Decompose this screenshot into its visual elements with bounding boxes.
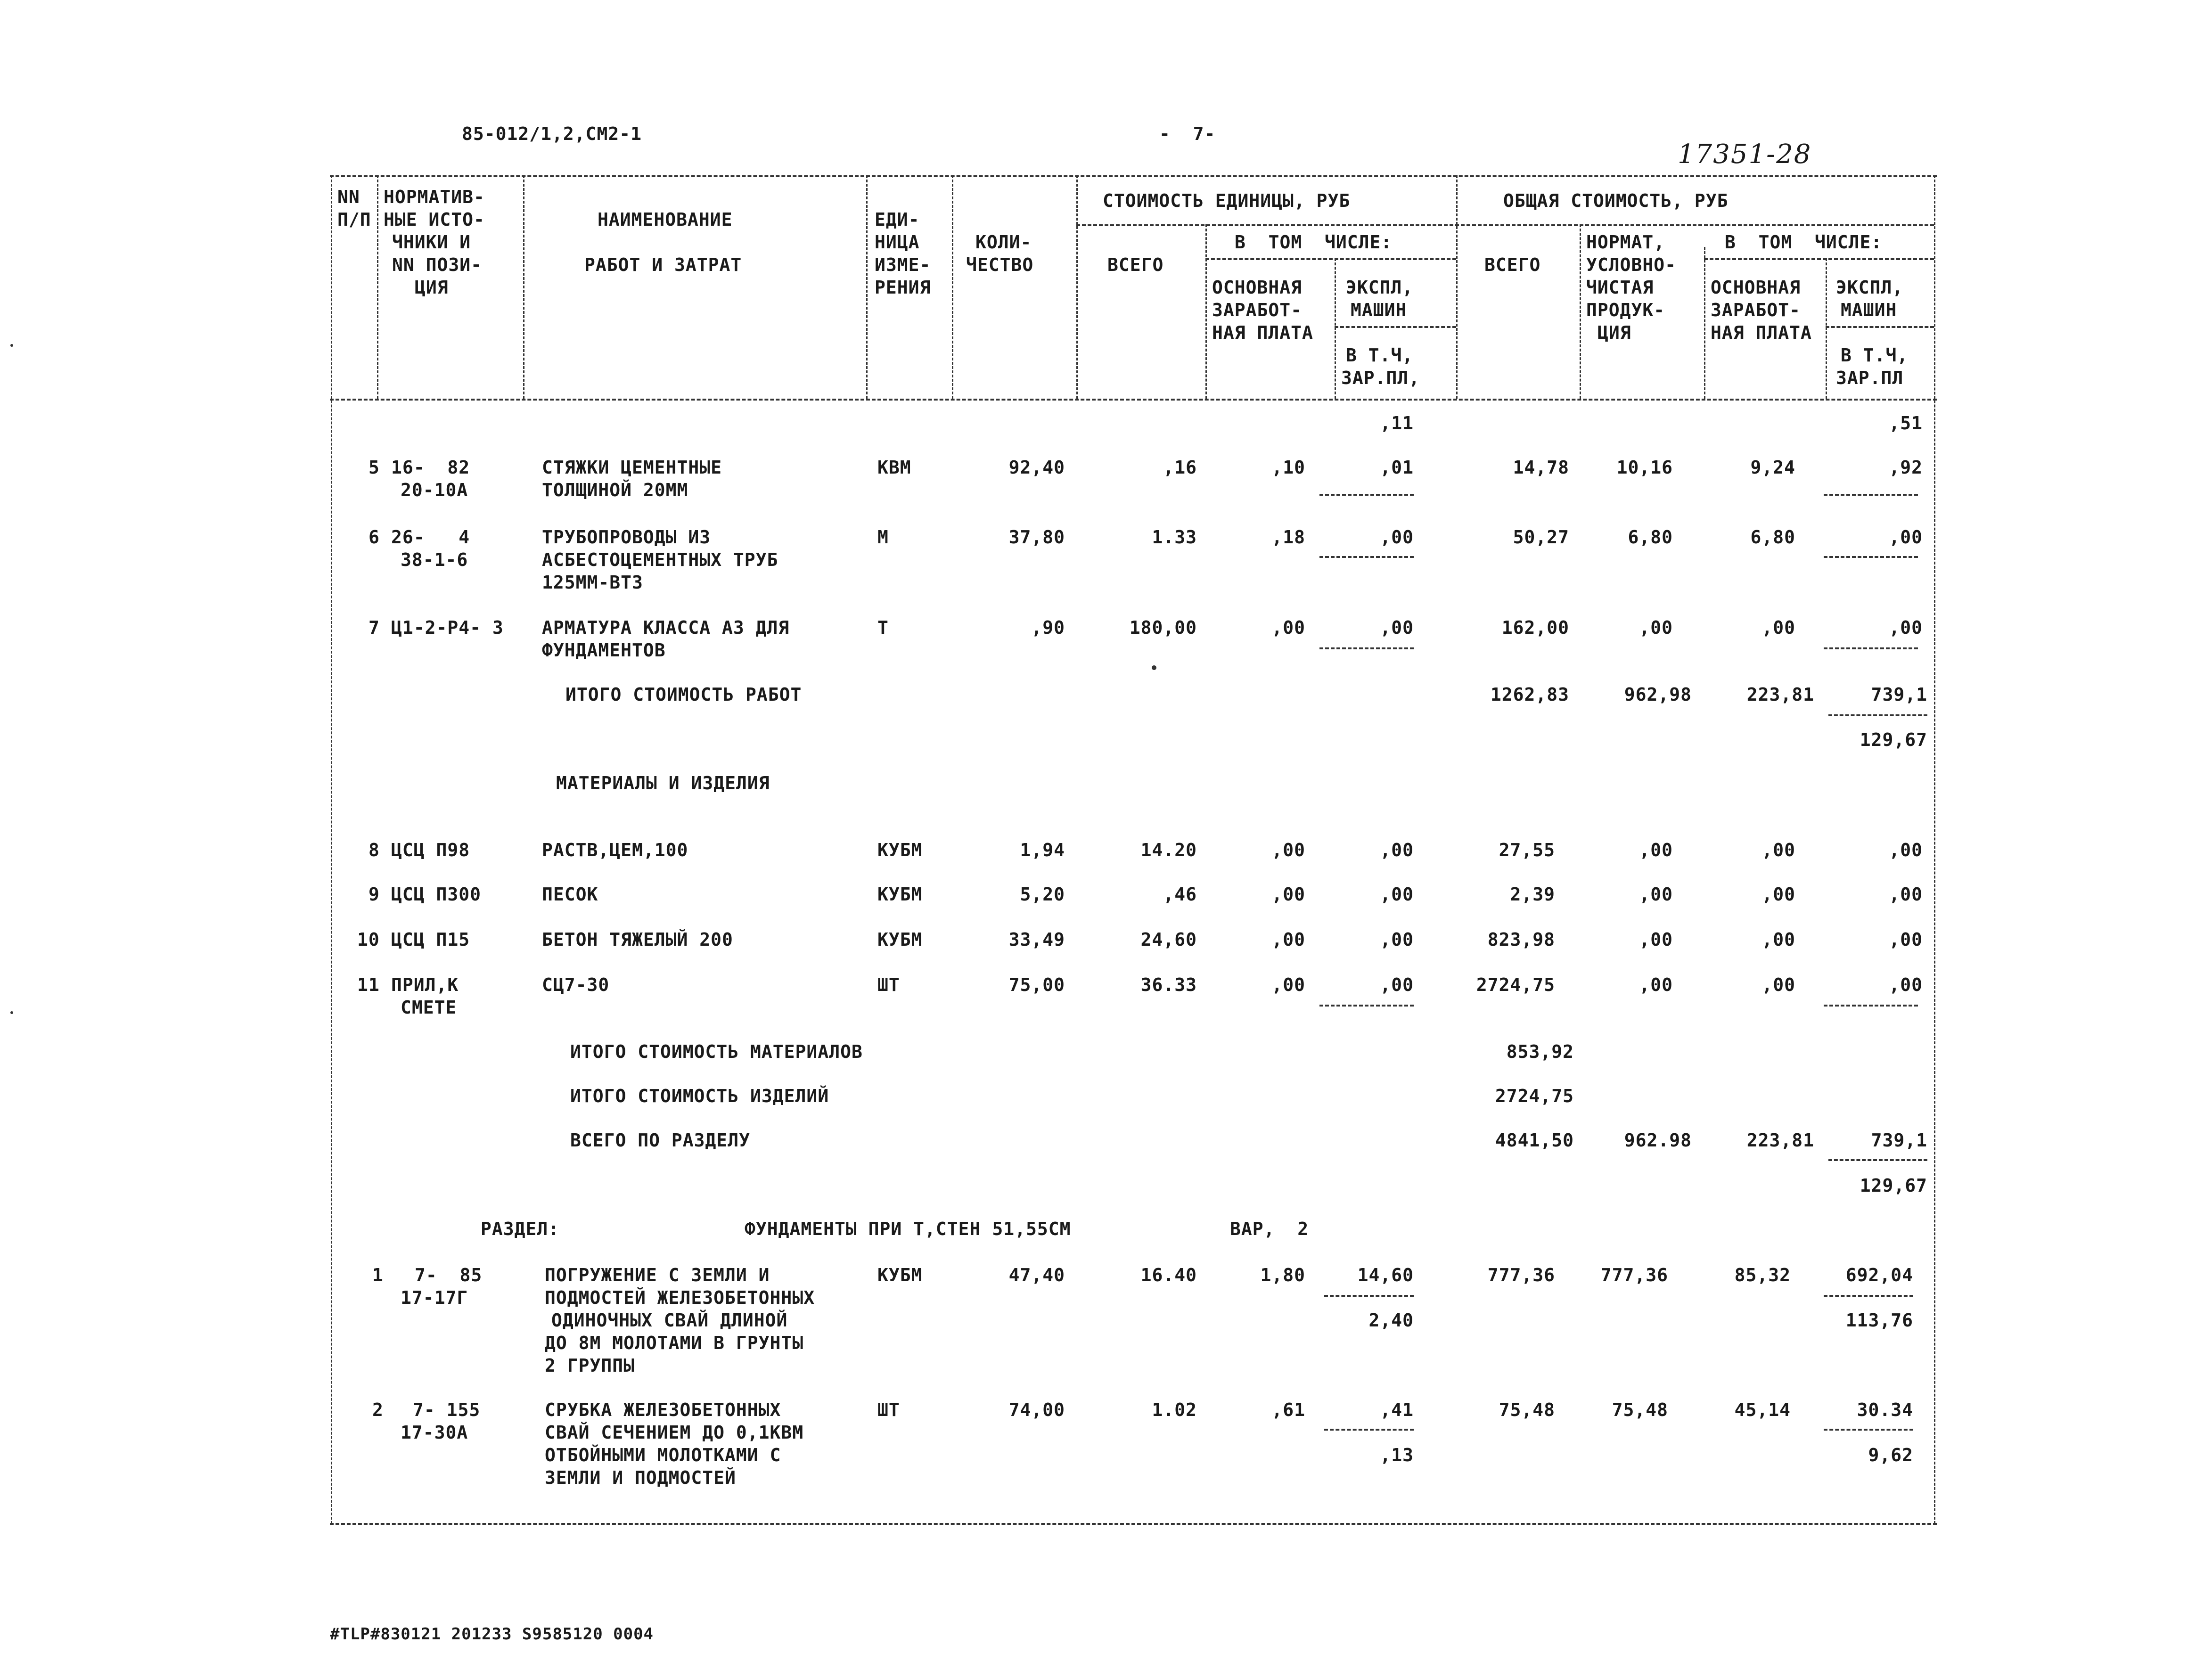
dash-divider (1319, 647, 1414, 649)
dash-divider (1824, 1429, 1913, 1431)
page-number: - 7- (1159, 123, 1216, 144)
row-total-norm: ,00 (1639, 929, 1673, 950)
col-qty-2: ЧЕСТВО (966, 254, 1034, 275)
row-unit-all: 14.20 (1140, 840, 1197, 860)
row-total-eks: ,00 (1889, 974, 1923, 995)
row-unit: ШТ (877, 974, 900, 995)
total-osn-1: ОСНОВНАЯ (1711, 277, 1801, 298)
row-name-line: АРМАТУРА КЛАССА АЗ ДЛЯ (542, 617, 790, 638)
row-total-all: 823,98 (1487, 929, 1555, 950)
row-total-norm: 777,36 (1600, 1265, 1668, 1285)
row-total-norm: ,00 (1639, 974, 1673, 995)
row-number: 9 (369, 884, 380, 905)
row-code-2: 38-1-6 (401, 549, 468, 570)
row-qty: 5,20 (1020, 884, 1065, 905)
row-name-line: ДО 8М МОЛОТАМИ В ГРУНТЫ (545, 1333, 804, 1353)
row-total-osn: 85,32 (1734, 1265, 1791, 1285)
header-sub-rule (1335, 326, 1456, 328)
section-total-all: 4841,50 (1495, 1130, 1574, 1151)
row-qty: 37,80 (1008, 527, 1065, 548)
dash-divider (1324, 1429, 1414, 1431)
total-norm-2: УСЛОВНО- (1586, 254, 1677, 275)
header-sub-rule (1826, 326, 1934, 328)
row-total-norm: ,00 (1639, 617, 1673, 638)
row-code-1: 16- 82 (391, 457, 470, 478)
subtotal-label: ИТОГО СТОИМОСТЬ РАБОТ (565, 684, 802, 705)
header-bottom-rule (330, 399, 1937, 401)
row-unit-osn: 1,80 (1260, 1265, 1305, 1285)
row-unit: КУБМ (877, 884, 923, 905)
stray-mark (1152, 665, 1156, 670)
row-unit-all: 16.40 (1140, 1265, 1197, 1285)
unit-cost-title: СТОИМОСТЬ ЕДИНИЦЫ, РУБ (1103, 190, 1351, 211)
row-unit: ШТ (877, 1399, 900, 1420)
col-unit-1: ЕДИ- (875, 209, 920, 230)
total-vtch-2: ЗАР.ПЛ (1836, 368, 1904, 388)
unit-eks-2: МАШИН (1351, 300, 1407, 320)
dash-divider (1828, 1159, 1927, 1161)
row-unit-eks: ,01 (1380, 457, 1414, 478)
header-col-sep (952, 175, 953, 399)
row-total-osn: 9,24 (1750, 457, 1795, 478)
row-code-1: ПРИЛ,К (391, 974, 459, 995)
dash-divider (1319, 494, 1414, 496)
header-col-sep (1335, 258, 1336, 399)
row-total-osn: ,00 (1761, 884, 1795, 905)
header-col-sep (377, 175, 378, 399)
row-unit: КУБМ (877, 1265, 923, 1285)
row-number: 11 (357, 974, 380, 995)
header-sub-rule (1205, 258, 1456, 260)
section-label: РАЗДЕЛ: (481, 1219, 560, 1239)
table-right-rule (1934, 175, 1935, 1524)
row-unit-all: 180,00 (1129, 617, 1197, 638)
col-norm-5: ЦИЯ (415, 277, 449, 298)
row-unit-all: 1.33 (1152, 527, 1197, 548)
row-qty: 47,40 (1008, 1265, 1065, 1285)
row-unit-eks: ,00 (1380, 840, 1414, 860)
unit-osn-1: ОСНОВНАЯ (1212, 277, 1303, 298)
row-name-line: ПОДМОСТЕЙ ЖЕЛЕЗОБЕТОННЫХ (545, 1287, 815, 1308)
row-total-norm: 6,80 (1628, 527, 1673, 548)
dash-divider (1824, 647, 1918, 649)
footer-code: #TLP#830121 201233 S9585120 0004 (330, 1625, 654, 1644)
row-total-eks: ,00 (1889, 929, 1923, 950)
dash-divider (1319, 556, 1414, 558)
dash-divider (1824, 1295, 1913, 1297)
row-number: 8 (369, 840, 380, 860)
row-total-all: 14,78 (1513, 457, 1569, 478)
row-code-2: СМЕТЕ (401, 997, 457, 1018)
row-total-eks: 692,04 (1845, 1265, 1913, 1285)
unit-eks-1: ЭКСПЛ, (1346, 277, 1414, 298)
row-name-line: ФУНДАМЕНТОВ (542, 640, 666, 661)
row-total-all: 27,55 (1499, 840, 1555, 860)
carry-unit-zp: ,11 (1380, 413, 1414, 434)
row-unit-eks: ,00 (1380, 617, 1414, 638)
row-name-line: ОТБОЙНЫМИ МОЛОТКАМИ С (545, 1445, 781, 1465)
header-col-sep (1205, 224, 1207, 399)
subtotal-zp: 129,67 (1860, 729, 1927, 750)
section-total-label: ВСЕГО ПО РАЗДЕЛУ (570, 1130, 751, 1151)
row-total-all: 75,48 (1499, 1399, 1555, 1420)
carry-total-zp: ,51 (1889, 413, 1923, 434)
row-name-line: РАСТВ,ЦЕМ,100 (542, 840, 688, 860)
row-total-all: 162,00 (1501, 617, 1569, 638)
dash-divider (1824, 1005, 1918, 1007)
col-unit-2: НИЦА (875, 232, 920, 253)
header-sub-rule (1704, 258, 1934, 260)
unit-incl-label: В ТОМ ЧИСЛЕ: (1235, 232, 1393, 253)
row-qty: 33,49 (1008, 929, 1065, 950)
row-unit-osn: ,10 (1271, 457, 1305, 478)
row-total-zp: 113,76 (1845, 1310, 1913, 1331)
header-col-sep (523, 175, 524, 399)
total-norm-4: ПРОДУК- (1586, 300, 1665, 320)
row-total-eks: ,00 (1889, 884, 1923, 905)
total-norm-1: НОРМАТ, (1586, 232, 1665, 253)
row-total-osn: ,00 (1761, 929, 1795, 950)
row-code-2: 17-30А (401, 1422, 468, 1443)
row-code-1: ЦСЦ П15 (391, 929, 470, 950)
row-total-osn: 45,14 (1734, 1399, 1791, 1420)
row-unit-eks: ,41 (1380, 1399, 1414, 1420)
row-total-zp: 9,62 (1868, 1445, 1913, 1465)
row-code-2: 20-10А (401, 480, 468, 500)
section-title: ФУНДАМЕНТЫ ПРИ Т,СТЕН 51,55СМ (745, 1219, 1071, 1239)
row-number: 5 (369, 457, 380, 478)
row-number: 2 (372, 1399, 384, 1420)
col-unit-3: ИЗМЕ- (875, 254, 931, 275)
row-name-line: ПЕСОК (542, 884, 598, 905)
row-unit-eks: ,00 (1380, 974, 1414, 995)
row-unit-osn: ,00 (1271, 974, 1305, 995)
row-total-all: 2,39 (1510, 884, 1555, 905)
row-unit: Т (877, 617, 889, 638)
row-name-line: СВАЙ СЕЧЕНИЕМ ДО 0,1КВМ (545, 1422, 804, 1443)
row-total-all: 50,27 (1513, 527, 1569, 548)
row-unit-zp: 2,40 (1368, 1310, 1414, 1331)
dash-divider (1828, 714, 1927, 716)
row-unit-osn: ,00 (1271, 929, 1305, 950)
subtotal-all: 1262,83 (1490, 684, 1569, 705)
subtotal-osn: 223,81 (1746, 684, 1814, 705)
row-unit-all: 24,60 (1140, 929, 1197, 950)
section-total-osn: 223,81 (1746, 1130, 1814, 1151)
table-bottom-rule (330, 1523, 1937, 1525)
unit-all-label: ВСЕГО (1107, 254, 1164, 275)
dash-divider (1319, 1005, 1414, 1007)
row-total-eks: ,00 (1889, 840, 1923, 860)
col-qty-1: КОЛИ- (975, 232, 1032, 253)
row-unit-all: ,16 (1163, 457, 1197, 478)
row-total-osn: 6,80 (1750, 527, 1795, 548)
row-name-line: ПОГРУЖЕНИЕ С ЗЕМЛИ И (545, 1265, 770, 1285)
total-eks-1: ЭКСПЛ, (1836, 277, 1904, 298)
row-unit-zp: ,13 (1380, 1445, 1414, 1465)
header-sub-rule (1076, 224, 1934, 226)
row-unit: КУБМ (877, 929, 923, 950)
row-number: 6 (369, 527, 380, 548)
row-qty: 75,00 (1008, 974, 1065, 995)
row-name-line: АСБЕСТОЦЕМЕНТНЫХ ТРУБ (542, 549, 778, 570)
section-variant: ВАР, 2 (1230, 1219, 1309, 1239)
handwritten-number: 17351-28 (1678, 139, 1812, 170)
col-pp: П/П (337, 209, 371, 230)
header-col-sep (1076, 175, 1078, 399)
unit-osn-2: ЗАРАБОТ- (1212, 300, 1303, 320)
row-name-line: ЗЕМЛИ И ПОДМОСТЕЙ (545, 1467, 736, 1488)
row-unit-all: 1.02 (1152, 1399, 1197, 1420)
row-qty: 92,40 (1008, 457, 1065, 478)
row-unit-osn: ,00 (1271, 840, 1305, 860)
scan-speck (10, 344, 13, 347)
row-name-line: СРУБКА ЖЕЛЕЗОБЕТОННЫХ (545, 1399, 781, 1420)
section-total-norm: 962.98 (1624, 1130, 1692, 1151)
table-left-rule (331, 175, 332, 1524)
row-total-norm: ,00 (1639, 840, 1673, 860)
subtotal-materials-label: ИТОГО СТОИМОСТЬ МАТЕРИАЛОВ (570, 1041, 863, 1062)
row-number: 10 (357, 929, 380, 950)
row-unit: КВМ (877, 457, 911, 478)
row-unit-osn: ,00 (1271, 617, 1305, 638)
header-col-sep (1456, 175, 1458, 399)
row-unit-eks: ,00 (1380, 929, 1414, 950)
header-col-sep (866, 175, 868, 399)
row-code-2: 17-17Г (401, 1287, 468, 1308)
row-code-1: 26- 4 (391, 527, 470, 548)
row-code-1: 7- 85 (415, 1265, 483, 1285)
row-total-norm: 75,48 (1612, 1399, 1668, 1420)
subtotal-norm: 962,98 (1624, 684, 1692, 705)
subtotal-eks: 739,1 (1871, 684, 1927, 705)
row-unit-all: ,46 (1163, 884, 1197, 905)
row-unit-eks: 14,60 (1357, 1265, 1414, 1285)
row-total-all: 777,36 (1487, 1265, 1555, 1285)
row-unit-eks: ,00 (1380, 884, 1414, 905)
header-col-sep (1580, 224, 1581, 399)
col-name-2: РАБОТ И ЗАТРАТ (584, 254, 742, 275)
row-name-line: ОДИНОЧНЫХ СВАЙ ДЛИНОЙ (551, 1310, 788, 1331)
header-col-sep (1704, 247, 1705, 399)
section-total-eks: 739,1 (1871, 1130, 1927, 1151)
subtotal-materials-value: 853,92 (1506, 1041, 1574, 1062)
col-name-1: НАИМЕНОВАНИЕ (598, 209, 733, 230)
row-unit-osn: ,00 (1271, 884, 1305, 905)
row-name-line: БЕТОН ТЯЖЕЛЫЙ 200 (542, 929, 733, 950)
total-vtch-1: В Т.Ч, (1841, 345, 1909, 366)
row-unit: КУБМ (877, 840, 923, 860)
row-total-osn: ,00 (1761, 617, 1795, 638)
row-code-1: ЦСЦ П300 (391, 884, 482, 905)
row-code-1: Ц1-2-Р4- 3 (391, 617, 504, 638)
total-norm-3: ЧИСТАЯ (1586, 277, 1654, 298)
row-unit-all: 36.33 (1140, 974, 1197, 995)
row-total-eks: 30.34 (1857, 1399, 1913, 1420)
col-norm-1: НОРМАТИВ- (384, 187, 485, 207)
total-incl-label: В ТОМ ЧИСЛЕ: (1725, 232, 1883, 253)
col-norm-4: NN ПОЗИ- (392, 254, 483, 275)
row-code-1: ЦСЦ П98 (391, 840, 470, 860)
row-number: 7 (369, 617, 380, 638)
total-cost-title: ОБЩАЯ СТОИМОСТЬ, РУБ (1503, 190, 1729, 211)
row-unit: М (877, 527, 889, 548)
row-name-line: ТОЛЩИНОЙ 20ММ (542, 480, 688, 500)
subtotal-products-label: ИТОГО СТОИМОСТЬ ИЗДЕЛИЙ (570, 1086, 829, 1106)
row-unit-osn: ,18 (1271, 527, 1305, 548)
table-top-rule (330, 175, 1937, 177)
row-total-eks: ,92 (1889, 457, 1923, 478)
row-total-eks: ,00 (1889, 617, 1923, 638)
row-name-line: СЦ7-30 (542, 974, 610, 995)
dash-divider (1324, 1295, 1414, 1297)
scan-speck (10, 1011, 13, 1014)
row-name-line: ТРУБОПРОВОДЫ ИЗ (542, 527, 711, 548)
row-total-norm: 10,16 (1616, 457, 1673, 478)
dash-divider (1824, 556, 1918, 558)
row-total-eks: ,00 (1889, 527, 1923, 548)
col-norm-3: ЧНИКИ И (392, 232, 471, 253)
header-col-sep (1826, 258, 1827, 399)
row-name-line: СТЯЖКИ ЦЕМЕНТНЫЕ (542, 457, 722, 478)
row-name-line: 125ММ-ВТЗ (542, 572, 643, 593)
row-name-line: 2 ГРУППЫ (545, 1355, 635, 1376)
row-unit-osn: ,61 (1271, 1399, 1305, 1420)
total-all-label: ВСЕГО (1484, 254, 1541, 275)
col-nn: NN (337, 187, 360, 207)
row-total-all: 2724,75 (1476, 974, 1555, 995)
col-unit-4: РЕНИЯ (875, 277, 931, 298)
dash-divider (1824, 494, 1918, 496)
col-norm-2: НЫЕ ИСТО- (384, 209, 485, 230)
unit-vtch-1: В Т.Ч, (1346, 345, 1414, 366)
unit-osn-3: НАЯ ПЛАТА (1212, 322, 1313, 343)
section-total-zp: 129,67 (1860, 1175, 1927, 1196)
total-norm-5: ЦИЯ (1598, 322, 1631, 343)
row-code-1: 7- 155 (413, 1399, 481, 1420)
row-total-norm: ,00 (1639, 884, 1673, 905)
row-qty: 74,00 (1008, 1399, 1065, 1420)
row-qty: ,90 (1031, 617, 1065, 638)
row-unit-eks: ,00 (1380, 527, 1414, 548)
total-eks-2: МАШИН (1841, 300, 1897, 320)
unit-vtch-2: ЗАР.ПЛ, (1341, 368, 1420, 388)
row-qty: 1,94 (1020, 840, 1065, 860)
document-code: 85-012/1,2,СМ2-1 (462, 123, 642, 144)
row-number: 1 (372, 1265, 384, 1285)
total-osn-3: НАЯ ПЛАТА (1711, 322, 1812, 343)
section-heading: МАТЕРИАЛЫ И ИЗДЕЛИЯ (556, 773, 770, 794)
row-total-osn: ,00 (1761, 840, 1795, 860)
subtotal-products-value: 2724,75 (1495, 1086, 1574, 1106)
total-osn-2: ЗАРАБОТ- (1711, 300, 1801, 320)
row-total-osn: ,00 (1761, 974, 1795, 995)
